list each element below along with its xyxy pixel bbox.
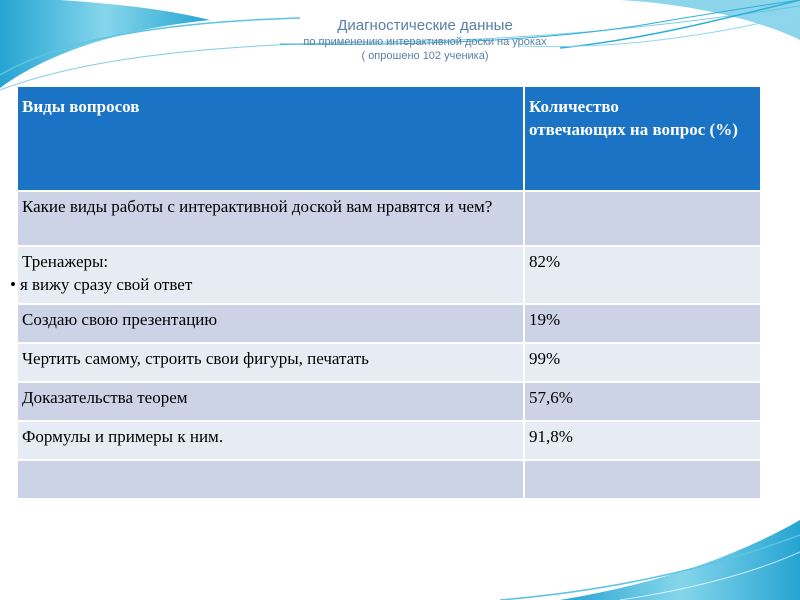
bullet-icon: • — [10, 275, 16, 294]
question-text: Тренажеры: — [22, 252, 109, 271]
table-row — [17, 246, 761, 304]
question-cell: Какие виды работы с интерактивной доской вам нравятся и чем? — [17, 191, 524, 246]
slide-title-block — [200, 16, 650, 63]
table-row — [17, 382, 761, 421]
question-cell — [10, 246, 524, 304]
table-header-row — [17, 86, 761, 191]
table-row — [17, 304, 761, 343]
column-header-percent-text: Количество отвечающих на вопрос (%) — [529, 97, 738, 139]
column-header-percent — [524, 86, 761, 191]
survey-table-container — [10, 85, 760, 500]
value-cell — [524, 191, 761, 246]
survey-table — [10, 85, 762, 500]
table-row — [17, 343, 761, 382]
value-cell: 99% — [524, 343, 761, 382]
slide-subtitle-line-2: ( опрошено 102 ученика) — [361, 50, 489, 62]
value-cell — [524, 460, 761, 499]
value-cell: 91,8% — [524, 421, 761, 460]
table-row — [17, 460, 761, 499]
question-cell: Создаю свою презентацию — [17, 304, 524, 343]
question-cell — [17, 460, 524, 499]
bullet-text: я вижу сразу свой ответ — [19, 275, 193, 294]
table-row — [17, 191, 761, 246]
value-cell: 57,6% — [524, 382, 761, 421]
slide-subtitle-line-1: по применению интерактивной доски на уроках — [303, 36, 547, 48]
question-cell: Чертить самому, строить свои фигуры, печатать — [17, 343, 524, 382]
question-cell: Доказательства теорем — [17, 382, 524, 421]
question-cell: Формулы и примеры к ним. — [17, 421, 524, 460]
bullet-item — [10, 273, 519, 296]
table-row — [17, 421, 761, 460]
column-header-questions: Виды вопросов — [17, 86, 524, 191]
value-cell: 82% — [524, 246, 761, 304]
slide-title: Диагностические данные — [337, 17, 513, 34]
value-cell: 19% — [524, 304, 761, 343]
